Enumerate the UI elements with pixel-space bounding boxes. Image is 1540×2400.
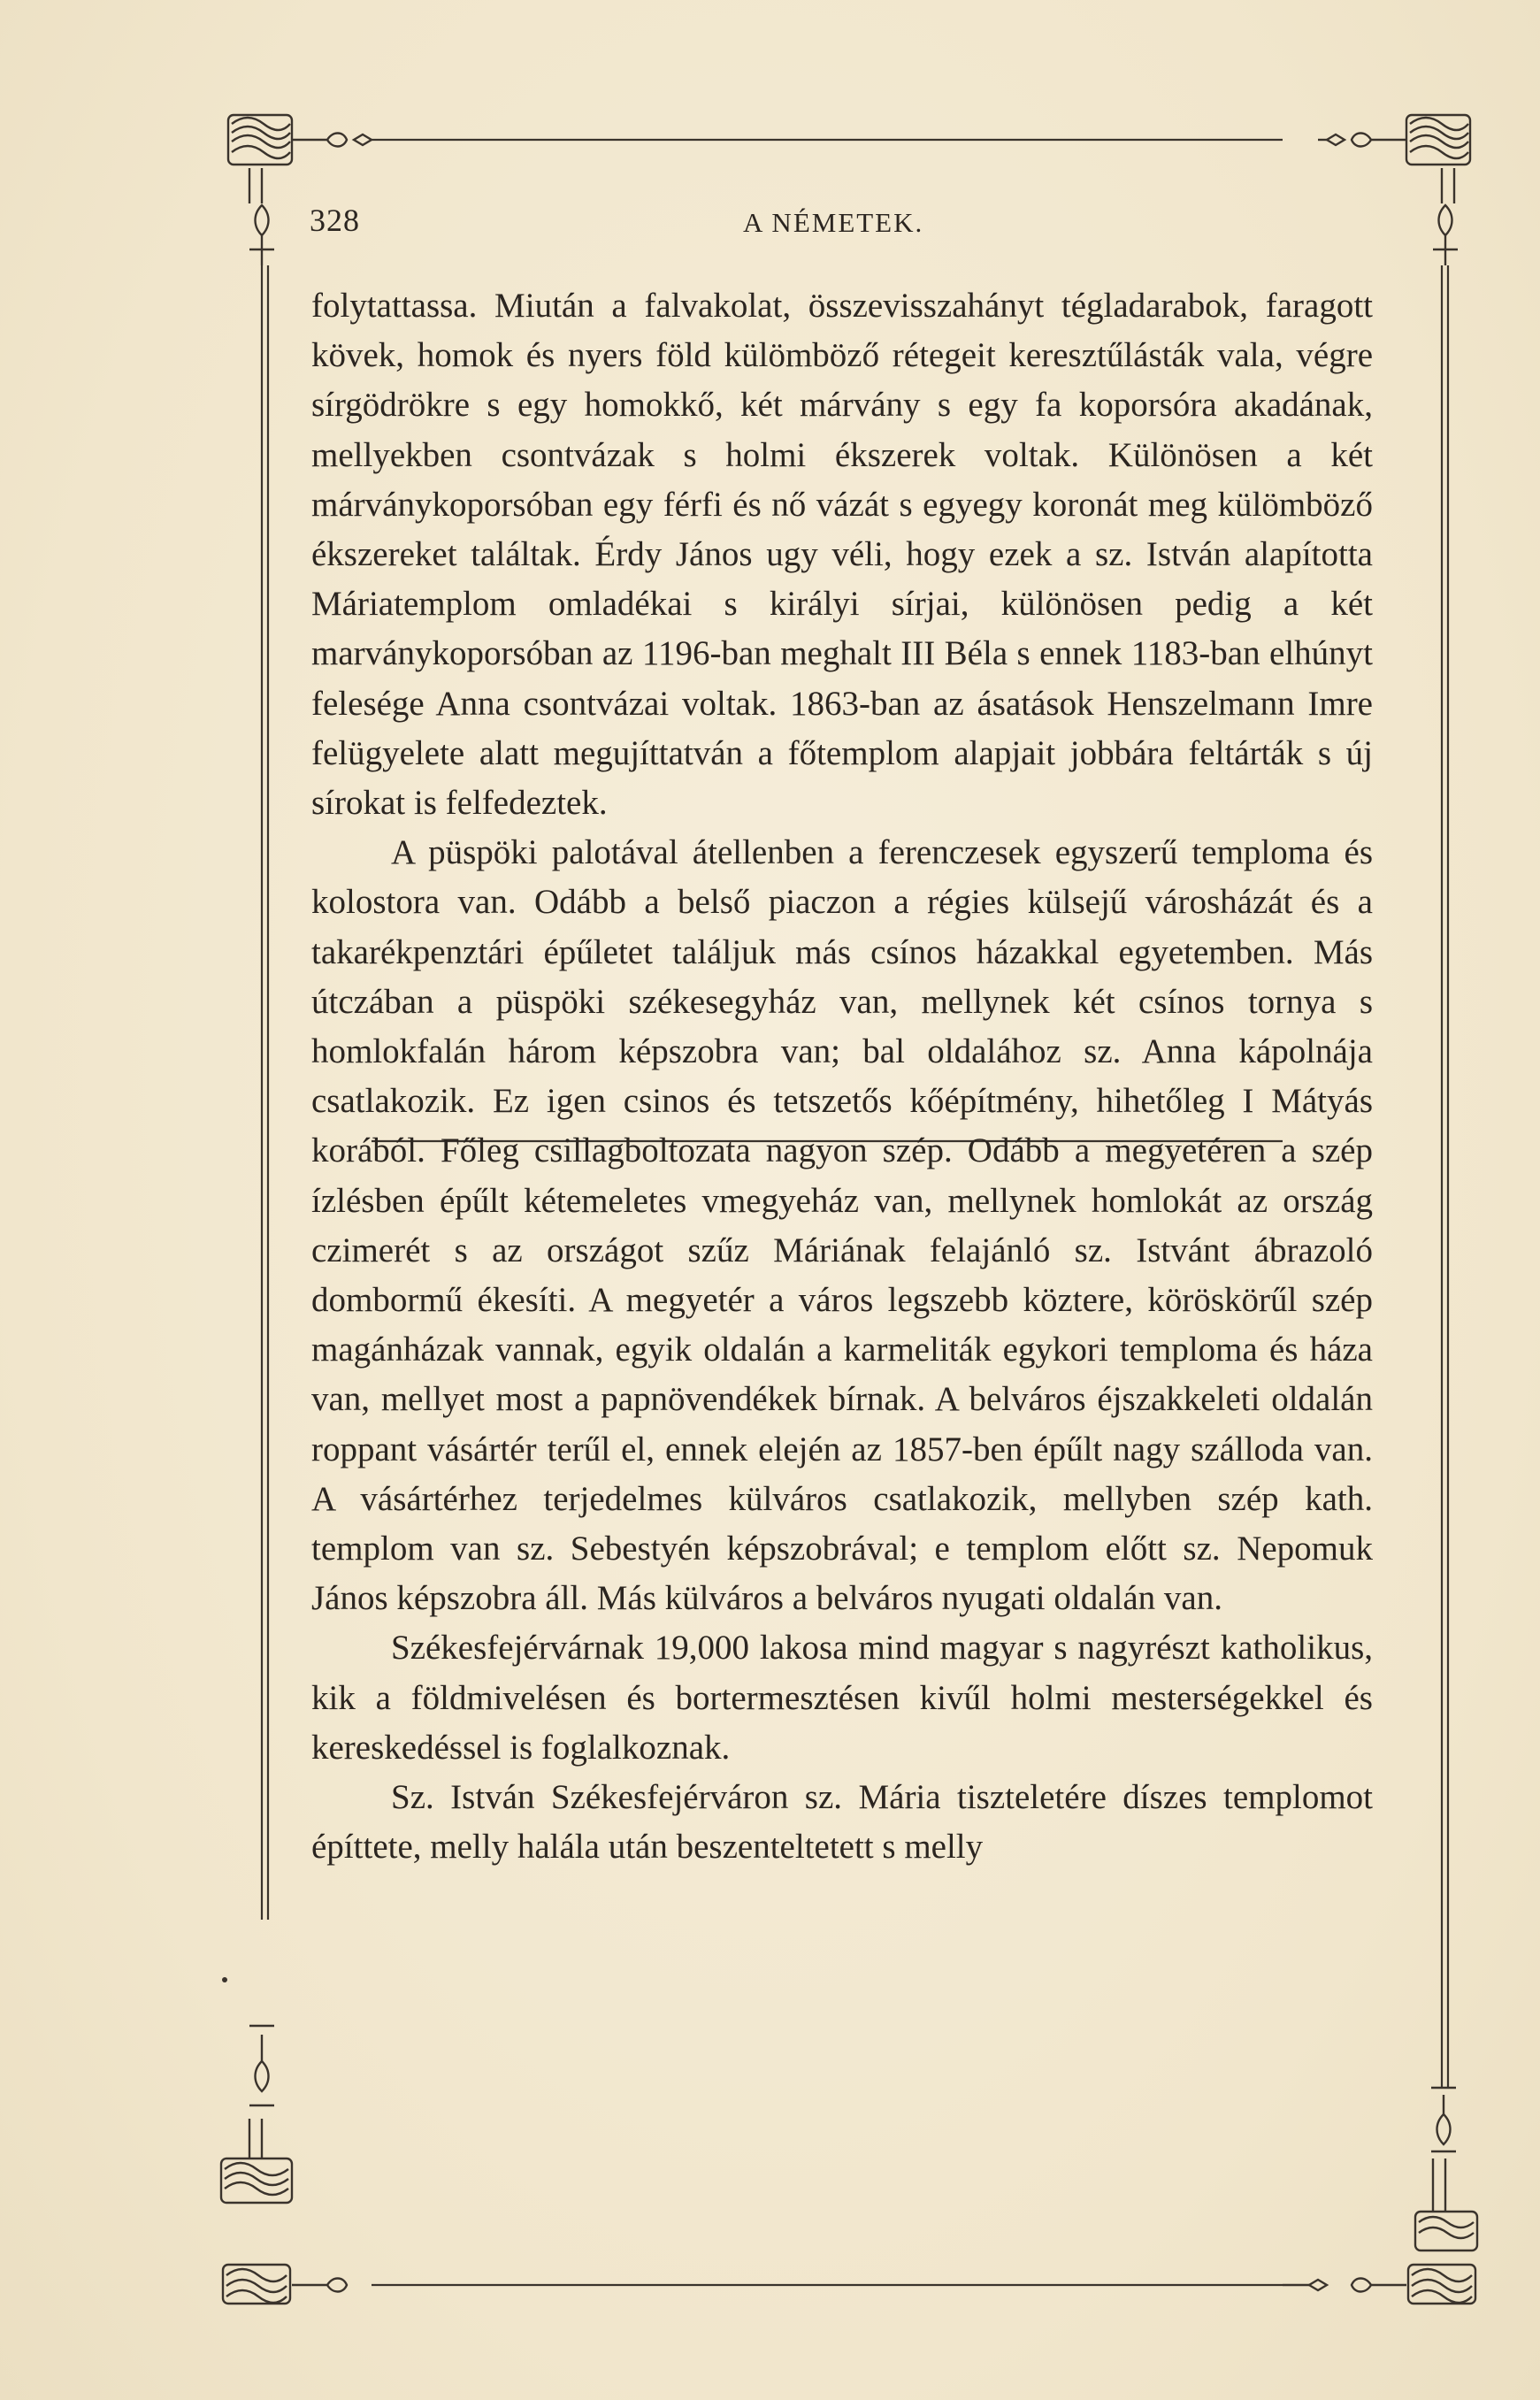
paragraph: A püspöki palotával átellenben a ferenczesek egyszerű temploma és kolostora van. Odább a belső piaczon a régies külsejű városházát és a takarékpenztári épűletet találjuk más csínos házakkal egyetemben. Más útczában a püspöki székesegyház van, mellynek két csínos tornya s homlokfalán három képszobra van; bal oldalához sz. Anna kápolnája csatlakozik. Ez igen csinos és tetszetős kőépítmény, hihetőleg I Mátyás korából. Főleg csillagboltozata nagyon szép. Odább a megyetéren a szép ízlésben épűlt kétemeletes vmegyeház van, mellynek homlokát az ország czimerét s az országot szűz Máriának felajánló sz. Istvánt ábrazoló dombormű ékesíti. A megyetér a város legszebb köztere, köröskörűl szép magánházak vannak, egyik oldalán a karmeliták egykori temploma és háza van, mellyet most a papnövendékek bírnak. A belváros éjszakkeleti oldalán roppant vásártér terűl el, ennek elején az 1857-ben épűlt nagy szálloda van. A vásártérhez terjedelmes külváros csatlakozik, mellyben szép kath. templom van sz. Sebestyén képszobrával; e templom előtt sz. Nepomuk János képszobra áll. Más külváros a belváros nyugati oldalán van. bbox=[311, 833, 1373, 1618]
corner-ornament-bottom-left bbox=[221, 2026, 347, 2304]
margin-speck bbox=[222, 1977, 227, 1982]
body-text bbox=[311, 281, 1373, 1873]
running-head bbox=[310, 202, 1460, 255]
running-title: A NÉMETEK. bbox=[743, 207, 924, 238]
paragraph: Székesfejérvárnak 19,000 lakosa mind magyar s nagyrészt katholikus, kik a földmivelésen és bortermesztésen kivűl holmi mesterségekkel és kereskedéssel is foglalkoznak. bbox=[311, 1629, 1373, 1767]
page-number: 328 bbox=[310, 203, 360, 238]
paragraph: Sz. István Székesfejérváron sz. Mária tiszteletére díszes templomot építtete, melly halála után beszenteltetett s melly bbox=[311, 1778, 1373, 1867]
paragraph: folytattassa. Miután a falvakolat, összevisszahányt tégladarabok, faragott kövek, homok és nyers föld külömböző rétegeit keresztűlásták vala, végre sírgödrökre s egy homokkő, két márvány s egy fa koporsóra akadának, mellyekben csontvázak s holmi ékszerek voltak. Különösen a két márványkoporsóban egy férfi és nő vázát s egyegy koronát meg külömböző ékszereket találtak. Érdy János ugy véli, hogy ezek a sz. István alapította Máriatemplom omladékai s királyi sírjai, különösen pedig a két marványkoporsóban az 1196-ban meghalt III Béla s ennek 1183-ban elhúnyt felesége Anna csontvázai voltak. 1863-ban az ásatások Henszelmann Imre felügyelete alatt megujíttatván a főtemplom alapjait jobbára feltárták s új sírokat is felfedeztek. bbox=[311, 287, 1373, 823]
corner-ornament-bottom-right bbox=[1283, 2088, 1477, 2304]
